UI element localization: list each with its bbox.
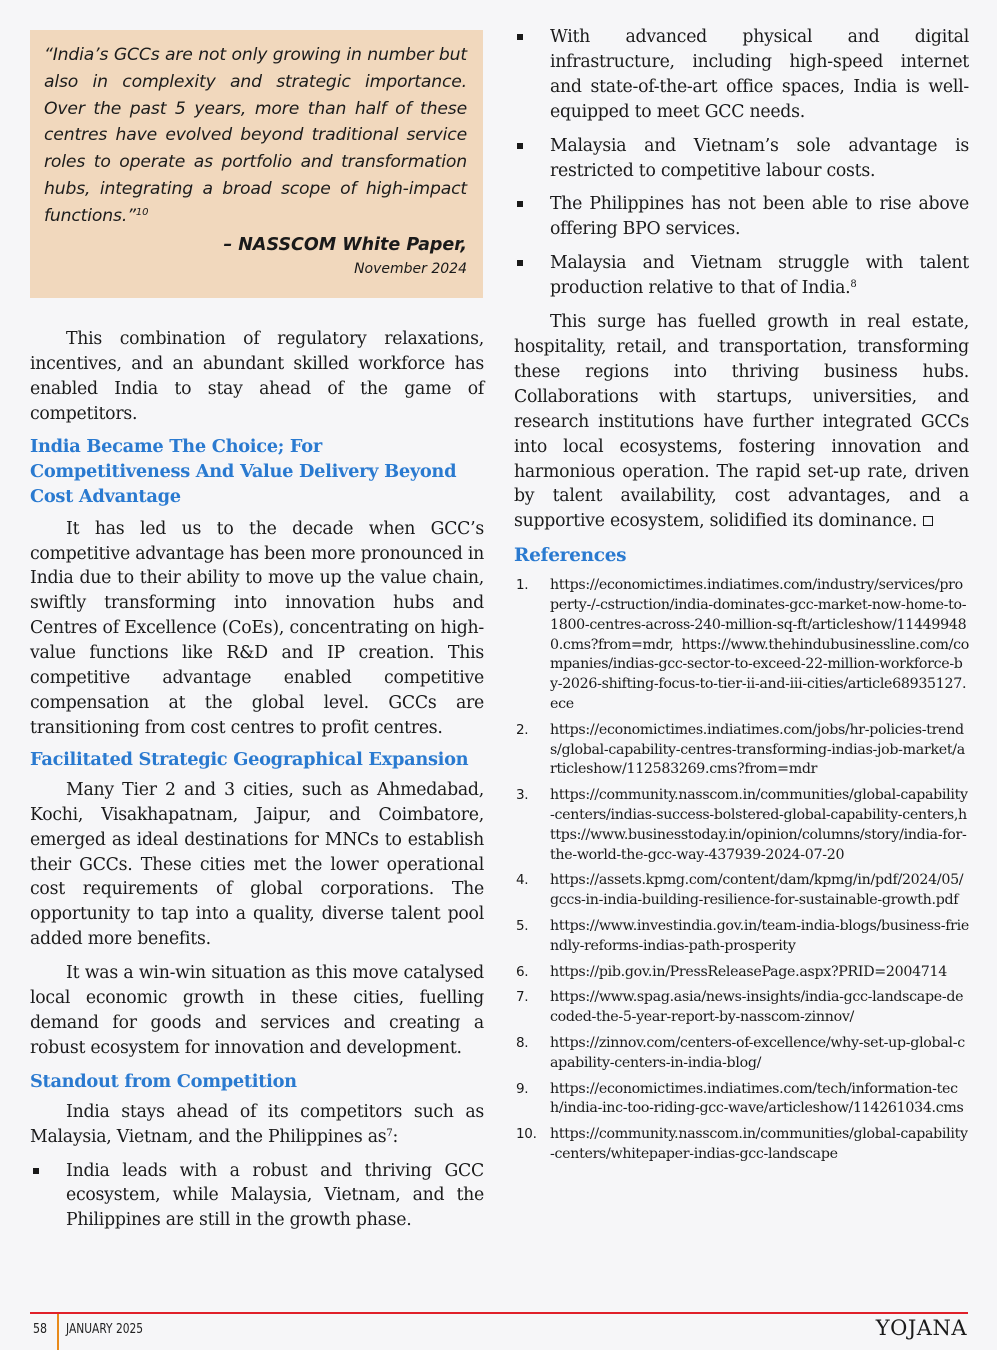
reference-item[interactable] [514,786,969,865]
reference-number: 9. [516,1080,529,1097]
list-item [514,25,969,125]
pull-quote-box [30,30,483,298]
paragraph [514,310,969,534]
paragraph: Many Tier 2 and 3 cities, such as Ahmedabad, Kochi, Visakhapatnam, Jaipur, and Coimbatore, emerged as ideal destinations for MNCs to establish their GCCs. These cities met the lower operational cost requirements of global corporations. The opportunity to tap into a quality, diverse talent pool added more benefits. [30,779,484,950]
list-item-text: India leads with a robust and thriving GCC ecosystem, while Malaysia, Vietnam, and the Philippines are still in the growth phase. [66,1160,484,1231]
reference-number: 3. [516,787,529,804]
pull-quote-body: “India’s GCCs are not only growing in number but also in complexity and strategic importance. Over the past 5 years, more than half of these centres have evolved beyond traditional service roles to operate as portfolio and transformation hubs, integrating a broad scope of high-impact functions.” [44,45,467,226]
reference-number: 6. [516,963,529,980]
footer-rule [30,1312,968,1314]
reference-link[interactable]: https://zinnov.com/centers-of-excellence/why-set-up-global-capability-centers-in-india-blog/ [550,1034,965,1071]
section-heading: India Became The Choice; For Competitiveness And Value Delivery Beyond Cost Advantage [30,435,457,507]
reference-link[interactable]: https://www.investindia.gov.in/team-india-blogs/business-friendly-reforms-indias-path-prosperity [550,917,969,954]
reference-number: 4. [516,872,529,889]
list-item [514,251,969,301]
reference-link[interactable]: https://community.nasscom.in/communities/global-capability-centers/indias-success-bolstered-global-capability-centers,https://www.businesstoday.in/opinion/columns/story/india-for-the-world-the-gcc-way-437939-2024-07-20 [550,787,968,863]
reference-item[interactable] [514,576,969,715]
reference-item[interactable] [514,988,969,1028]
list-item-text: Malaysia and Vietnam struggle with talent production relative to that of India. [550,253,969,299]
magazine-brand: YOJANA [875,1316,967,1340]
reference-link[interactable]: https://economictimes.indiatimes.com/industry/services/property-/-cstruction/india-dominates-gcc-market-now-home-to-1800-centres-across-240-million-sq-ft/articleshow/114499480.cms?from=mdr, https://www.thehindubusinessline.com/companies/indias-gcc-sector-to-exceed-22-million-workforce-by-2026-shifting-focus-to-tier-ii-and-iii-cities/article68935127.ece [550,577,969,712]
paragraph-text: This surge has fuelled growth in real estate, hospitality, retail, and transportation, transforming these regions into thriving business hubs. Collaborations with startups, universities, and research institutions have further integrated GCCs into local ecosystems, fostering innovation and harmonious operation. The rapid set-up rate, driven by talent availability, cost advantages, and a supportive ecosystem, solidified its dominance. [514,312,969,532]
footnote-ref[interactable]: 7 [386,1127,393,1139]
bullet-list [30,1159,484,1234]
reference-item[interactable] [514,871,969,911]
references-list [514,576,969,1165]
reference-item[interactable] [514,1080,969,1120]
paragraph [30,1100,484,1150]
page-number: 58 [33,1322,48,1337]
reference-item[interactable] [514,917,969,957]
paragraph: This combination of regulatory relaxations, incentives, and an abundant skilled workforce has enabled India to stay ahead of the game of competitors. [30,329,484,424]
reference-number: 1. [516,577,529,594]
square-bullet-icon [517,260,523,266]
list-item-text: With advanced physical and digital infrastructure, including high-speed internet and state-of-the-art office spaces, India is well-equipped to meet GCC needs. [550,27,969,122]
reference-link[interactable]: https://www.spag.asia/news-insights/india-gcc-landscape-decoded-the-5-year-report-by-nasscom-zinnov/ [550,989,964,1026]
references-heading: References [514,545,627,567]
reference-number: 10. [516,1126,537,1143]
reference-link[interactable]: https://community.nasscom.in/communities/global-capability-centers/whitepaper-indias-gcc-landscape [550,1126,968,1162]
reference-link[interactable]: https://pib.gov.in/PressReleasePage.aspx?PRID=2004714 [550,963,947,980]
list-item-text: The Philippines has not been able to rise above offering BPO services. [550,194,969,240]
left-column [30,327,484,1233]
paragraph: It was a win-win situation as this move catalysed local economic growth in these cities, fuelling demand for goods and services and creating a robust ecosystem for innovation and development. [30,963,484,1058]
paragraph-text: India stays ahead of its competitors such as Malaysia, Vietnam, and the Philippines as [30,1101,484,1147]
square-bullet-icon [517,34,523,40]
reference-number: 2. [516,721,529,738]
reference-link[interactable]: https://economictimes.indiatimes.com/tech/information-tech/india-inc-too-riding-gcc-wave/articleshow/114261034.cms [550,1080,964,1117]
reference-link[interactable]: https://assets.kpmg.com/content/dam/kpmg/in/pdf/2024/05/gccs-in-india-building-resilience-for-sustainable-growth.pdf [550,872,964,909]
list-item [30,1159,484,1234]
footnote-ref[interactable]: 8 [850,279,857,291]
pull-quote-author: – NASSCOM White Paper, [223,234,467,255]
bullet-list [514,25,969,301]
section-heading: Standout from Competition [30,1070,297,1092]
reference-item[interactable] [514,963,969,983]
pull-quote-text [44,42,467,230]
section-heading: Facilitated Strategic Geographical Expansion [30,748,469,770]
footer-divider [57,1314,59,1350]
issue-date: JANUARY 2025 [66,1322,144,1337]
right-column [514,25,969,1165]
square-bullet-icon [33,1168,39,1174]
end-of-article-icon [923,516,933,526]
square-bullet-icon [517,143,523,149]
list-item-text: Malaysia and Vietnam’s sole advantage is restricted to competitive labour costs. [550,135,969,181]
reference-item[interactable] [514,1034,969,1074]
pull-quote-date: November 2024 [354,260,467,277]
paragraph-suffix: : [392,1126,399,1147]
list-item [514,134,969,184]
reference-item[interactable] [514,721,969,780]
reference-link[interactable]: https://economictimes.indiatimes.com/jobs/hr-policies-trends/global-capability-centres-transforming-indias-job-market/articleshow/112583269.cms?from=mdr [550,721,965,778]
footnote-ref[interactable]: 10 [135,206,149,218]
reference-item[interactable] [514,1125,969,1165]
paragraph: It has led us to the decade when GCC’s competitive advantage has been more pronounced in India due to their ability to move up the value chain, swiftly transforming into innovation hubs and Centres of Excellence (CoEs), concentrating on high-value functions like R&D and IP creation. This competitive advantage enabled competitive compensation at the global level. GCCs are transitioning from cost centres to profit centres. [30,518,484,738]
reference-number: 7. [516,989,529,1006]
reference-number: 8. [516,1034,529,1051]
square-bullet-icon [517,201,523,207]
reference-number: 5. [516,917,529,934]
list-item [514,192,969,242]
